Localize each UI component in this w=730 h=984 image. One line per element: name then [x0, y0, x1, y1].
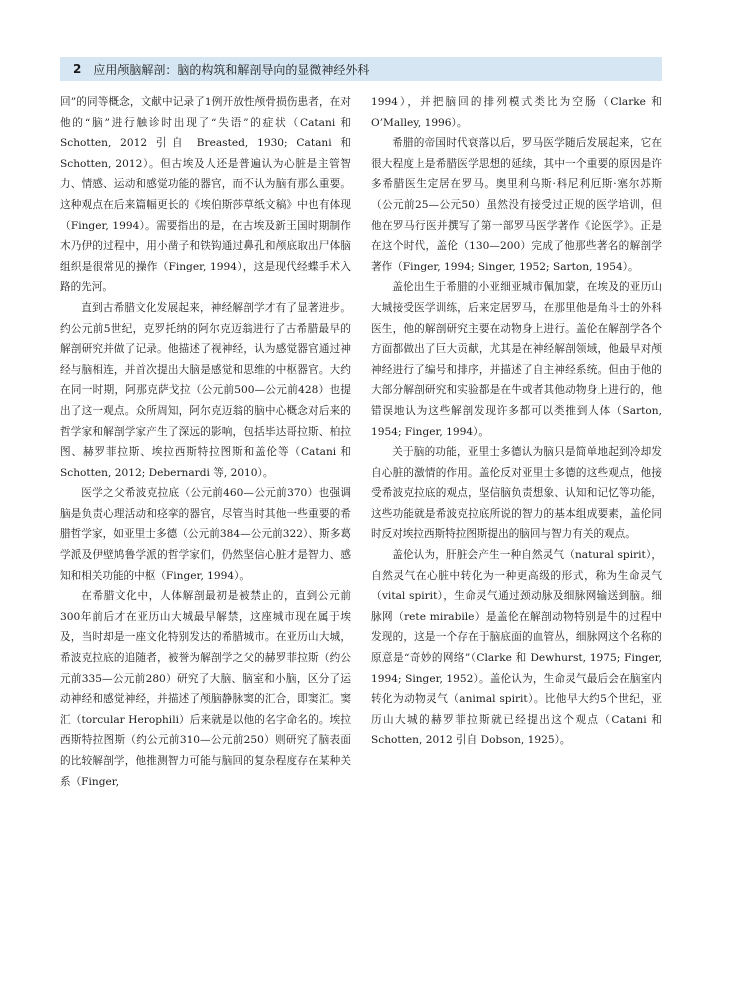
left-column: [60, 92, 351, 972]
paragraph: 回”的同等概念，文献中记录了1例开放性颅骨损伤患者，在对他的“脑”进行触诊时出现了“失语”的症状（Catani 和 Schotten, 2012 引自 Breasted, 1930; Catani 和 Schotten, 2012）。但古埃及人还是普遍认为心脏是主管智力、情感、运动和感觉功能的器官，而不认为脑有那么重要。这种观点在后来篇幅更长的《埃伯斯莎草纸文稿》中也有体现（Finger, 1994）。需要指出的是，在古埃及新王国时期制作木乃伊的过程中，用小凿子和铁钩通过鼻孔和颅底取出尸体脑组织是很常见的操作（Finger, 1994），这是现代经蝶手术入路的先河。: [60, 96, 351, 294]
paragraph: 1994），并把脑回的排列模式类比为空肠（Clarke 和 O’Malley, 1996）。: [371, 96, 662, 129]
paragraph: 医学之父希波克拉底（公元前460—公元前370）也强调脑是负责心理活动和痉挛的器官，尽管当时其他一些重要的希腊哲学家，如亚里士多德（公元前384—公元前322）、斯多葛学派及伊壁鸠鲁学派的哲学家们，仍然坚信心脏才是智力、感知和相关功能的中枢（Finger, 1994）。: [60, 487, 351, 582]
body-text: [60, 92, 662, 972]
running-title: 应用颅脑解剖：脑的构筑和解剖导向的显微神经外科: [93, 62, 370, 77]
paragraph: 在希腊文化中，人体解剖最初是被禁止的，直到公元前300年前后才在亚历山大城最早解禁，这座城市现在属于埃及，当时却是一座文化特别发达的希腊城市。在亚历山大城，希波克拉底的追随者，被誉为解剖学之父的赫罗菲拉斯（约公元前335—公元前280）研究了大脑、脑室和小脑，区分了运动神经和感觉神经，并描述了颅脑静脉窦的汇合，即窦汇。窦汇（torcular Herophili）后来就是以他的名字命名的。埃拉西斯特拉图斯（约公元前310—公元前250）则研究了脑表面的比较解剖学，他推测智力可能与脑回的复杂程度存在某种关系（Finger,: [60, 590, 351, 788]
right-column: [371, 92, 662, 972]
running-header: [60, 57, 662, 81]
paragraph: 盖伦出生于希腊的小亚细亚城市佩加蒙，在埃及的亚历山大城接受医学训练，后来定居罗马，在那里他是角斗士的外科医生，他的解剖研究主要在动物身上进行。盖伦在解剖学各个方面都做出了巨大贡献，尤其是在神经解剖领域，他最早对颅神经进行了编号和排序，并描述了自主神经系统。但由于他的大部分解剖研究和实验都是在牛或者其他动物身上进行的，他错误地认为这些解剖发现许多都可以类推到人体（Sarton, 1954; Finger, 1994）。: [371, 281, 662, 438]
paragraph: 直到古希腊文化发展起来，神经解剖学才有了显著进步。约公元前5世纪，克罗托纳的阿尔克迈翁进行了古希腊最早的解剖研究并做了记录。他描述了视神经，认为感觉器官通过神经与脑相连，并首次提出大脑是感觉和思维的中枢器官。大约在同一时期，阿那克萨戈拉（公元前500—公元前428）也提出了这一观点。众所周知，阿尔克迈翁的脑中心概念对后来的哲学家和解剖学家产生了深远的影响，包括毕达哥拉斯、柏拉图、赫罗菲拉斯、埃拉西斯特拉图斯和盖伦等（Catani 和 Schotten, 2012; Debernardi 等, 2010）。: [60, 301, 351, 479]
page-number: 2: [73, 62, 82, 76]
paragraph: 希腊的帝国时代衰落以后，罗马医学随后发展起来，它在很大程度上是希腊医学思想的延续，其中一个重要的原因是许多希腊医生定居在罗马。奥里利乌斯·科尼利厄斯·塞尔苏斯（公元前25—公元50）虽然没有接受过正规的医学培训，但他在罗马行医并撰写了第一部罗马医学著作《论医学》。正是在这个时代，盖伦（130—200）完成了他那些著名的解剖学著作（Finger, 1994; Singer, 1952; Sarton, 1954）。: [371, 137, 662, 273]
paragraph: 盖伦认为，肝脏会产生一种自然灵气（natural spirit），自然灵气在心脏中转化为一种更高级的形式，称为生命灵气（vital spirit），生命灵气通过颈动脉及细脉网输送到脑。细脉网（rete mirabile）是盖伦在解剖动物特别是牛的过程中发现的，这是一个存在于脑底面的血管丛，细脉网这个名称的原意是“奇妙的网络”（Clarke 和 Dewhurst, 1975; Finger, 1994; Singer, 1952）。盖伦认为，生命灵气最后会在脑室内转化为动物灵气（animal spirit）。比他早大约5个世纪，亚历山大城的赫罗菲拉斯就已经提出这个观点（Catani 和 Schotten, 2012 引自 Dobson, 1925）。: [371, 549, 662, 747]
paragraph: 关于脑的功能，亚里士多德认为脑只是简单地起到冷却发自心脏的激情的作用。盖伦反对亚里士多德的这些观点，他接受希波克拉底的观点，坚信脑负责想象、认知和记忆等功能，这些功能就是希波克拉底所说的智力的基本组成要素，盖伦同时反对埃拉西斯特拉图斯提出的脑回与智力有关的观点。: [371, 446, 662, 541]
